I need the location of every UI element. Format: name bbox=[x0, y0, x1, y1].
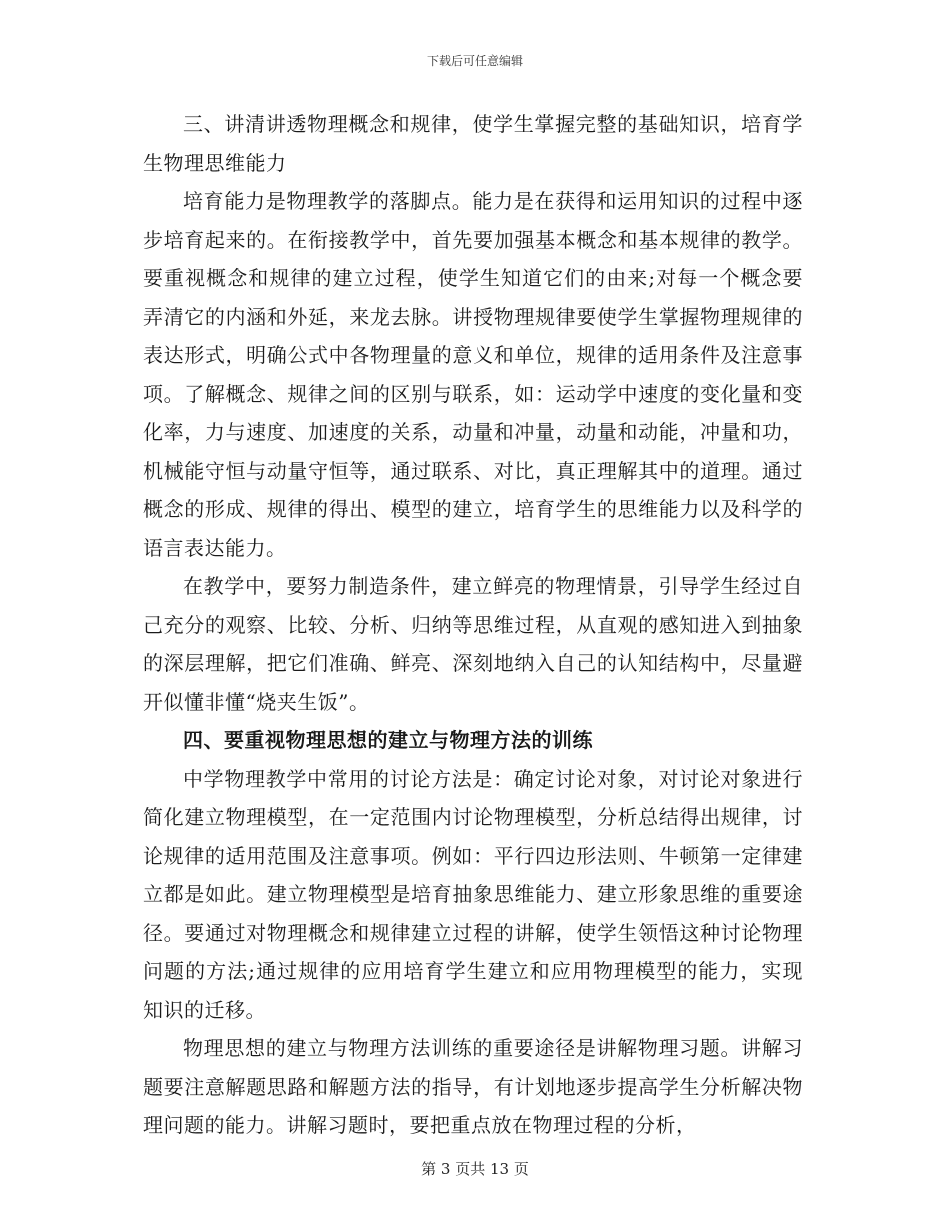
paragraph-exercise-explanation: 物理思想的建立与物理方法训练的重要途径是讲解物理习题。讲解习题要注意解题思路和解题方法的指导，有计划地逐步提高学生分析解决物理问题的能力。讲解习题时，要把重点放在物理过程的分析， bbox=[143, 1036, 803, 1137]
paragraph-ability-cultivation: 培育能力是物理教学的落脚点。能力是在获得和运用知识的过程中逐步培育起来的。在衔接教学中，首先要加强基本概念和基本规律的教学。要重视概念和规律的建立过程，使学生知道它们的由来;对每一个概念要弄清它的内涵和外延，来龙去脉。讲授物理规律要使学生掌握物理规律的表达形式，明确公式中各物理量的意义和单位，规律的适用条件及注意事项。了解概念、规律之间的区别与联系，如：运动学中速度的变化量和变化率，力与速度、加速度的关系，动量和冲量，动量和动能，冲量和功，机械能守恒与动量守恒等，通过联系、对比，真正理解其中的道理。通过概念的形成、规律的得出、模型的建立，培育学生的思维能力以及科学的语言表达能力。 bbox=[143, 189, 803, 560]
page-footer: 第 3 页共 13 页 bbox=[421, 1160, 529, 1178]
page-header: 下载后可任意编辑 bbox=[426, 54, 523, 68]
section-four-heading: 四、要重视物理思想的建立与物理方法的训练 bbox=[183, 728, 593, 752]
document-body bbox=[143, 105, 803, 1145]
paragraph-physical-scenario: 在教学中，要努力制造条件，建立鲜亮的物理情景，引导学生经过自己充分的观察、比较、分析、归纳等思维过程，从直观的感知进入到抽象的深层理解，把它们准确、鲜亮、深刻地纳入自己的认知结构中，尽量避开似懂非懂“烧夹生饭”。 bbox=[143, 574, 803, 714]
paragraph-research-method: 中学物理教学中常用的讨论方法是：确定讨论对象，对讨论对象进行简化建立物理模型，在一定范围内讨论物理模型，分析总结得出规律，讨论规律的适用范围及注意事项。例如：平行四边形法则、牛顿第一定律建立都是如此。建立物理模型是培育抽象思维能力、建立形象思维的重要途径。要通过对物理概念和规律建立过程的讲解，使学生领悟这种讨论物理问题的方法;通过规律的应用培育学生建立和应用物理模型的能力，实现知识的迁移。 bbox=[143, 766, 803, 1022]
section-three-heading: 三、讲清讲透物理概念和规律，使学生掌握完整的基础知识，培育学生物理思维能力 bbox=[143, 112, 803, 175]
